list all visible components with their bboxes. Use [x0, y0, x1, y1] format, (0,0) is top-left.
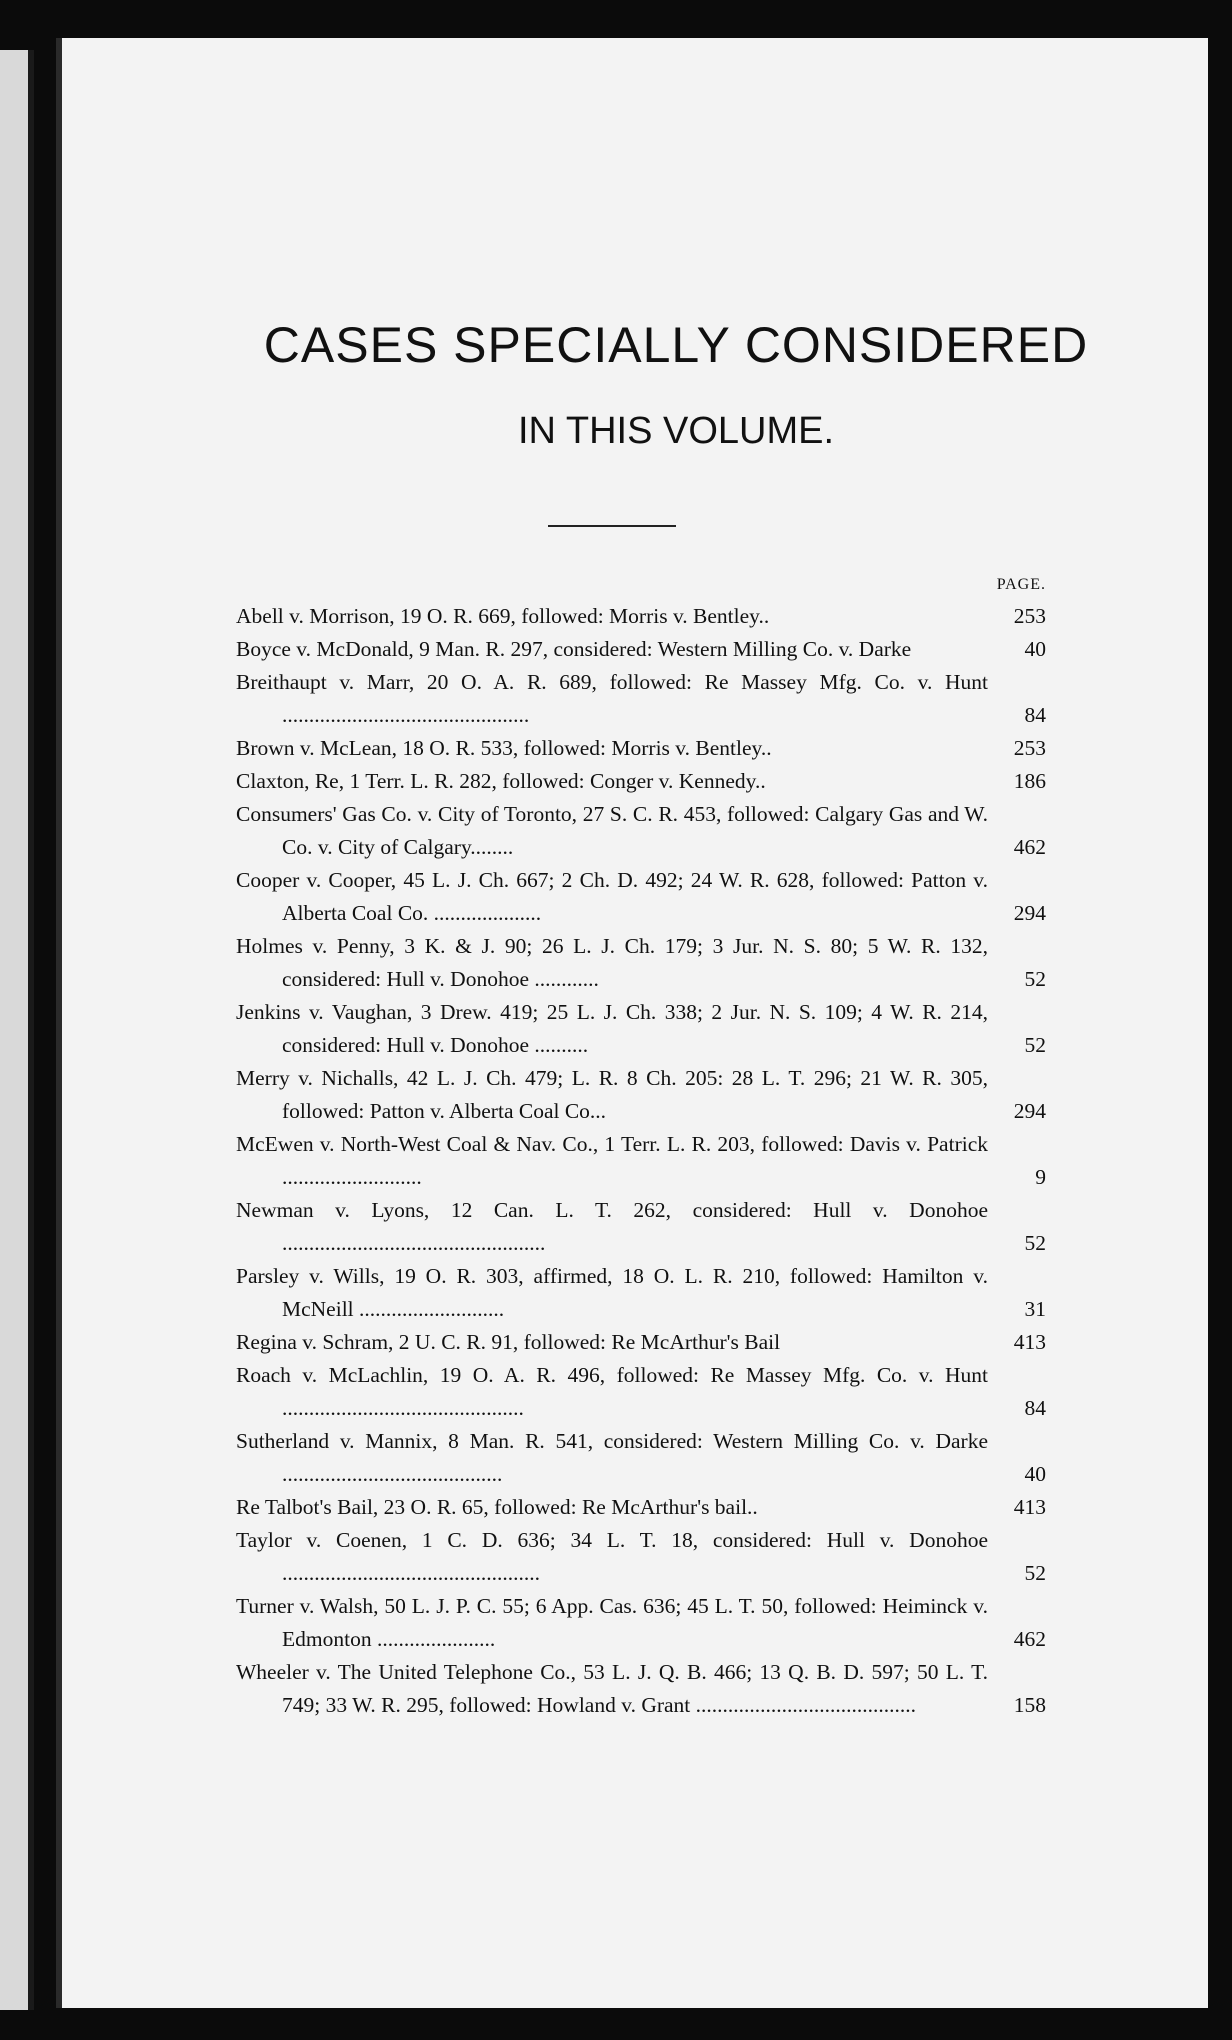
case-page-number: 158: [1013, 1693, 1046, 1717]
case-citation: Claxton, Re, 1 Terr. L. R. 282, followed: Conger v. Kennedy..: [236, 769, 766, 793]
page-title: CASES SPECIALLY CONSIDERED: [263, 317, 1089, 373]
case-entry: [236, 1062, 1046, 1128]
case-citation: Regina v. Schram, 2 U. C. R. 91, followed: Re McArthur's Bail: [236, 1330, 781, 1354]
adjacent-page-edge: [0, 50, 34, 2010]
case-page-number: 52: [1024, 1561, 1046, 1585]
case-entry: [236, 1260, 1046, 1326]
case-page-number: 253: [1013, 736, 1046, 760]
case-list: [236, 600, 1046, 1722]
title-divider: [548, 525, 676, 527]
case-page-number: 253: [1013, 604, 1046, 628]
case-page-number: 31: [1024, 1297, 1046, 1321]
case-page-number: 294: [1013, 1099, 1046, 1123]
document-page: [56, 38, 1208, 2008]
case-citation: Taylor v. Coenen, 1 C. D. 636; 34 L. T. 18, considered: Hull v. Donohoe ................................................: [236, 1528, 988, 1585]
case-page-number: 186: [1013, 769, 1046, 793]
case-page-number: 40: [1024, 637, 1046, 661]
case-citation: Sutherland v. Mannix, 8 Man. R. 541, considered: Western Milling Co. v. Darke .........................................: [236, 1429, 988, 1486]
case-citation: Abell v. Morrison, 19 O. R. 669, followed: Morris v. Bentley..: [236, 604, 770, 628]
case-entry: [236, 765, 1046, 798]
case-entry: [236, 1359, 1046, 1425]
case-page-number: 84: [1024, 703, 1046, 727]
case-entry: [236, 1425, 1046, 1491]
case-entry: [236, 864, 1046, 930]
case-entry: [236, 732, 1046, 765]
page-column-label: PAGE.: [996, 576, 1046, 593]
case-page-number: 294: [1013, 901, 1046, 925]
case-page-number: 9: [1035, 1165, 1046, 1189]
case-citation: Wheeler v. The United Telephone Co., 53 L. J. Q. B. 466; 13 Q. B. D. 597; 50 L. T. 749; 33 W. R. 295, followed: Howland v. Grant .........................................: [236, 1660, 988, 1717]
case-entry: [236, 1524, 1046, 1590]
case-citation: Roach v. McLachlin, 19 O. A. R. 496, followed: Re Massey Mfg. Co. v. Hunt .............................................: [236, 1363, 988, 1420]
case-entry: [236, 666, 1046, 732]
case-page-number: 413: [1013, 1330, 1046, 1354]
case-entry: [236, 1326, 1046, 1359]
case-entry: [236, 633, 1046, 666]
case-page-number: 413: [1013, 1495, 1046, 1519]
case-citation: Newman v. Lyons, 12 Can. L. T. 262, considered: Hull v. Donohoe .................................................: [236, 1198, 988, 1255]
case-page-number: 52: [1024, 1231, 1046, 1255]
case-entry: [236, 600, 1046, 633]
case-citation: Cooper v. Cooper, 45 L. J. Ch. 667; 2 Ch. D. 492; 24 W. R. 628, followed: Patton v. Alberta Coal Co. ....................: [236, 868, 988, 925]
case-entry: [236, 798, 1046, 864]
case-citation: Turner v. Walsh, 50 L. J. P. C. 55; 6 App. Cas. 636; 45 L. T. 50, followed: Heiminck v. Edmonton ......................: [236, 1594, 988, 1651]
case-citation: Re Talbot's Bail, 23 O. R. 65, followed: Re McArthur's bail..: [236, 1495, 758, 1519]
case-entry: [236, 930, 1046, 996]
case-citation: Consumers' Gas Co. v. City of Toronto, 27 S. C. R. 453, followed: Calgary Gas and W. Co. v. City of Calgary........: [236, 802, 988, 859]
case-citation: Holmes v. Penny, 3 K. & J. 90; 26 L. J. Ch. 179; 3 Jur. N. S. 80; 5 W. R. 132, considered: Hull v. Donohoe ............: [236, 934, 988, 991]
case-page-number: 52: [1024, 1033, 1046, 1057]
case-entry: [236, 1491, 1046, 1524]
case-entry: [236, 1590, 1046, 1656]
case-page-number: 462: [1013, 835, 1046, 859]
case-page-number: 40: [1024, 1462, 1046, 1486]
case-citation: Boyce v. McDonald, 9 Man. R. 297, considered: Western Milling Co. v. Darke: [236, 637, 912, 661]
case-page-number: 84: [1024, 1396, 1046, 1420]
case-citation: Brown v. McLean, 18 O. R. 533, followed: Morris v. Bentley..: [236, 736, 772, 760]
case-citation: McEwen v. North-West Coal & Nav. Co., 1 Terr. L. R. 203, followed: Davis v. Patrick ..........................: [236, 1132, 988, 1189]
case-citation: Merry v. Nichalls, 42 L. J. Ch. 479; L. R. 8 Ch. 205: 28 L. T. 296; 21 W. R. 305, followed: Patton v. Alberta Coal Co...: [236, 1066, 988, 1123]
case-entry: [236, 1194, 1046, 1260]
case-citation: Breithaupt v. Marr, 20 O. A. R. 689, followed: Re Massey Mfg. Co. v. Hunt ..............................................: [236, 670, 988, 727]
case-entry: [236, 996, 1046, 1062]
case-page-number: 462: [1013, 1627, 1046, 1651]
page-subtitle: IN THIS VOLUME.: [517, 410, 835, 452]
case-citation: Parsley v. Wills, 19 O. R. 303, affirmed, 18 O. L. R. 210, followed: Hamilton v. McNeill ...........................: [236, 1264, 988, 1321]
case-citation: Jenkins v. Vaughan, 3 Drew. 419; 25 L. J. Ch. 338; 2 Jur. N. S. 109; 4 W. R. 214, considered: Hull v. Donohoe ..........: [236, 1000, 988, 1057]
case-entry: [236, 1656, 1046, 1722]
case-page-number: 52: [1024, 967, 1046, 991]
case-entry: [236, 1128, 1046, 1194]
